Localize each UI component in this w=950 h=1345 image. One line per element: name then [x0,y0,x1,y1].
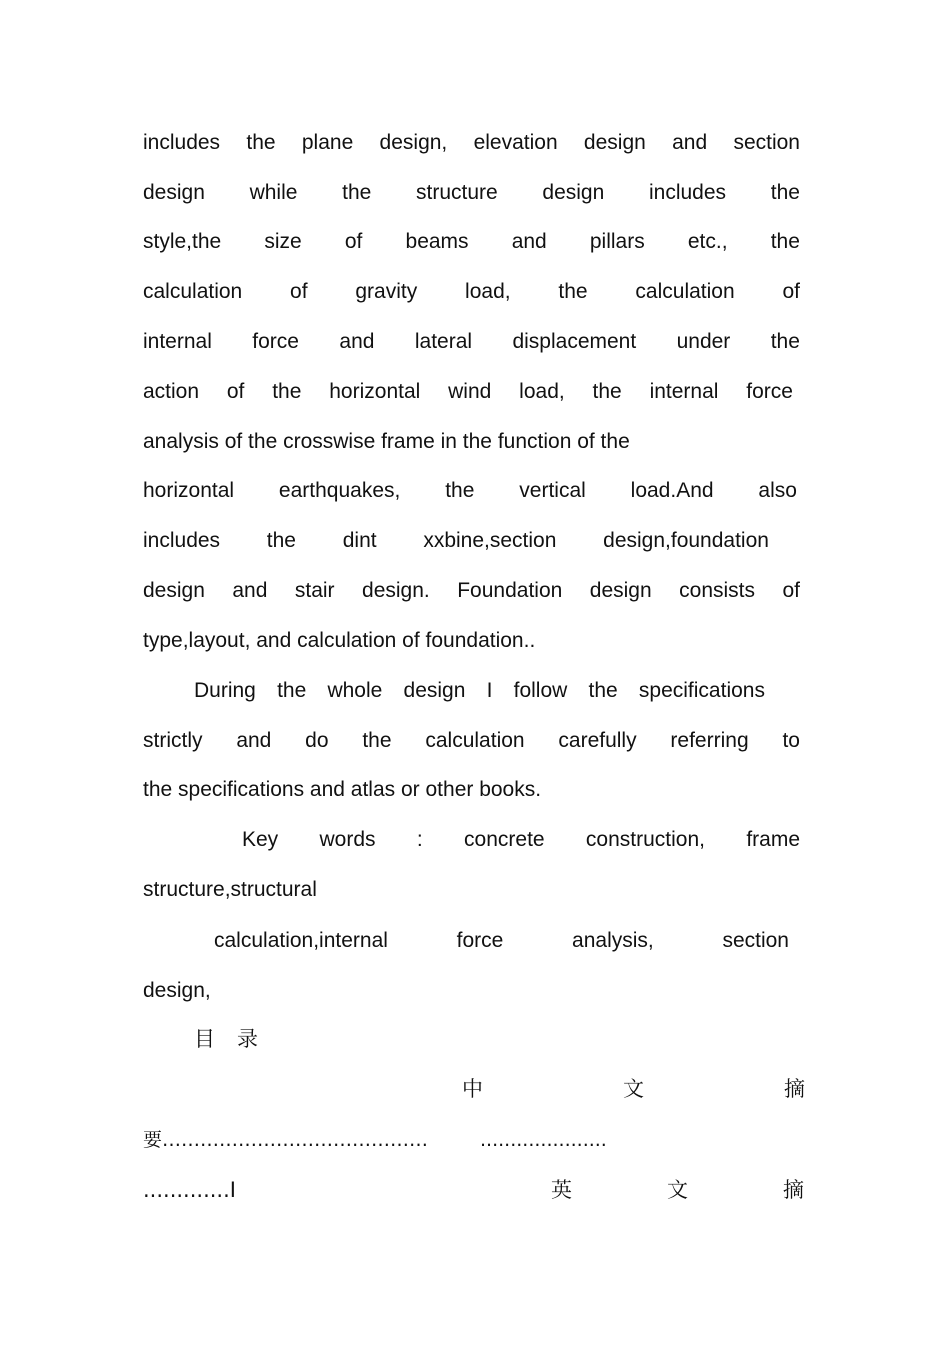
word: analysis, [572,929,654,952]
word: displacement [512,330,637,353]
word: 文 [623,1077,644,1101]
word: structure,structural [143,878,317,901]
word: lateral [414,330,473,353]
word: size [264,230,302,253]
word: 中 [462,1077,483,1101]
word: 摘 [782,1178,804,1202]
word: and [511,230,547,253]
word: strictly [143,729,203,752]
text-line [143,728,800,754]
word: force [746,380,793,403]
word: the [770,181,800,204]
word: During [194,679,256,702]
word: includes [143,529,221,552]
word: horizontal [329,380,421,403]
word: etc., [687,230,728,253]
text-line [143,528,769,554]
text-line [143,279,800,305]
word: the [588,679,618,702]
word: of [782,579,800,602]
word: words [319,828,376,851]
word: the [266,529,296,552]
word: design [143,181,205,204]
word: 录 [237,1027,258,1051]
word: the [445,479,475,502]
word: of [344,230,363,253]
word: load, [465,280,511,303]
word: design,foundation [603,529,769,552]
word: .............I [143,1178,236,1202]
text-line [143,329,800,355]
word: I [486,679,493,702]
word: section [733,131,800,154]
text-line [214,928,789,954]
word: design [583,131,646,154]
word: 文 [666,1178,688,1202]
word: calculation [635,280,735,303]
text-line [143,777,800,803]
word: elevation [473,131,558,154]
text-line [143,379,793,405]
text-line [143,429,800,455]
word: the [277,679,307,702]
word: referring [670,729,749,752]
word: frame [746,828,800,851]
word: calculation [425,729,525,752]
word: gravity [355,280,418,303]
text-line [143,877,800,903]
word: and [232,579,268,602]
word: construction, [585,828,705,851]
word: internal [649,380,719,403]
word: and [339,330,375,353]
word: internal [143,330,212,353]
word: Foundation [457,579,563,602]
text-line [143,628,800,654]
word: the [342,181,372,204]
text-line [143,478,797,504]
word: design [542,181,605,204]
word: pillars [589,230,645,253]
word: the [770,330,800,353]
word: earthquakes, [278,479,401,502]
word: the specifications and atlas or other books. [143,778,542,801]
word: type,layout, and calculation of foundation.. [143,629,536,652]
toc-entry [143,1177,804,1203]
word: follow [513,679,568,702]
word: of [290,280,308,303]
text-line [194,678,765,704]
word: the [592,380,622,403]
word: design. [362,579,430,602]
word: design, [379,131,448,154]
word: action [143,380,200,403]
word: force [456,929,504,952]
word: 要…………………………………… [143,1129,429,1151]
word: 英 [550,1178,572,1202]
toc-entry [143,1126,800,1153]
word: stair [294,579,335,602]
word: force [252,330,299,353]
toc-entry [462,1076,805,1102]
word: includes [648,181,727,204]
text-line [143,978,800,1004]
toc-heading [194,1026,294,1052]
word: and [672,131,708,154]
word: plane [301,131,354,154]
word: : [416,828,423,851]
word: do [305,729,329,752]
word: section [722,929,789,952]
word: design [403,679,466,702]
word: calculation,internal [214,929,388,952]
word: 目 [194,1027,215,1051]
word: ..................... [480,1129,607,1151]
word: design [589,579,652,602]
text-line [242,827,800,853]
word: analysis of the crosswise frame in the function of the [143,430,630,453]
word: wind [448,380,492,403]
word: dint [342,529,377,552]
text-line [143,578,800,604]
word: horizontal [143,479,235,502]
word: 摘 [784,1077,805,1101]
text-line [143,130,800,156]
word: beams [405,230,469,253]
word: includes [143,131,221,154]
word: whole [327,679,383,702]
word: of [782,280,800,303]
word: under [676,330,731,353]
word: specifications [638,679,765,702]
word: the [272,380,302,403]
word: carefully [558,729,637,752]
word: while [249,181,298,204]
word: design, [143,979,211,1002]
word: load.And [630,479,714,502]
word: load, [519,380,565,403]
text-line [143,180,800,206]
word: vertical [519,479,586,502]
text-line [143,229,800,255]
word: the [558,280,588,303]
word: the [246,131,276,154]
word: style,the [143,230,222,253]
word: calculation [143,280,243,303]
word: Key [242,828,279,851]
word: the [362,729,392,752]
word: the [770,230,800,253]
word: design [143,579,205,602]
word: and [236,729,272,752]
word: structure [416,181,498,204]
word: of [226,380,245,403]
word: concrete [464,828,545,851]
word: to [782,729,800,752]
word: xxbine,section [423,529,557,552]
word: consists [679,579,755,602]
word: also [758,479,797,502]
